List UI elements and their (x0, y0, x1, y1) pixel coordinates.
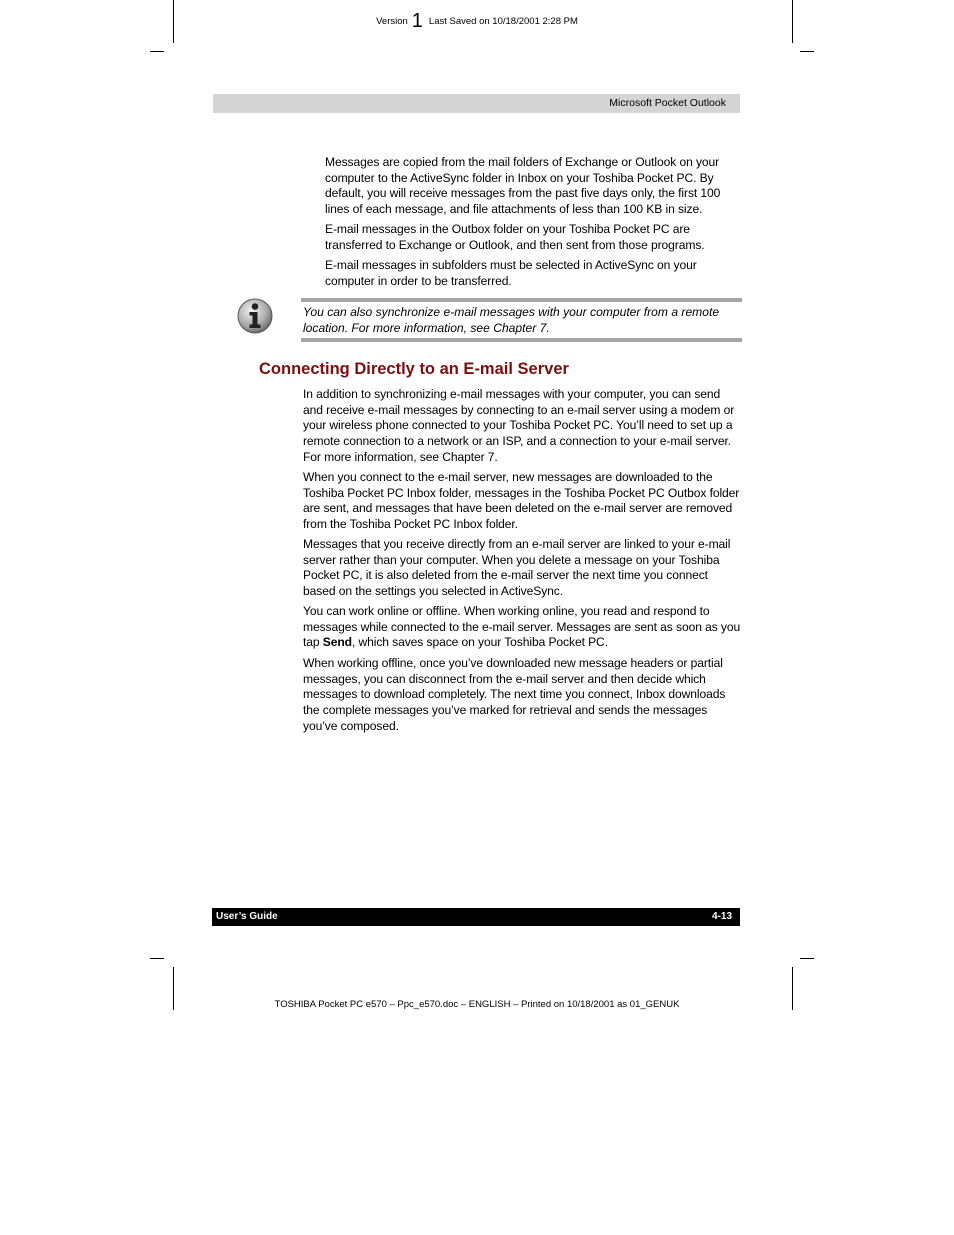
note-text: You can also synchronize e-mail messages with your computer from a remote location. For more information, see Chapter 7. (303, 305, 720, 335)
intro-paragraph: Messages are copied from the mail folders of Exchange or Outlook on your computer to the ActiveSync folder in Inbox on your Toshiba Pocket PC. By default, you will receive messages from the past five days only, the first 100 lines of each message, and file attachments of less than 100 KB in size. (325, 155, 721, 217)
footer-guide-title: User’s Guide (216, 911, 278, 922)
online-text-after: , which saves space on your Toshiba Pocket PC. (351, 635, 608, 650)
footer-bar (212, 908, 740, 926)
intro-paragraph: E-mail messages in subfolders must be selected in ActiveSync on your computer in order to be transferred. (325, 258, 697, 288)
print-info: TOSHIBA Pocket PC e570 – Ppc_e570.doc – ENGLISH – Printed on 10/18/2001 as 01_GENUK (274, 999, 680, 1010)
body-paragraph: When working offline, once you’ve downloaded new message headers or partial messages, you can disconnect from the e-mail server and then decide which messages to download completely. The next time you connect, Inbox downloads the complete messages you’ve marked for retrieval and sends the messages you’ve composed. (303, 656, 726, 733)
crop-mark (150, 51, 164, 52)
note-bottom-rule (301, 338, 742, 342)
crop-mark (800, 51, 814, 52)
header-section-title: Microsoft Pocket Outlook (609, 97, 726, 109)
running-header (213, 94, 740, 113)
crop-mark (150, 958, 164, 959)
version-label: Version (376, 16, 408, 27)
info-icon (236, 297, 274, 335)
last-saved: Last Saved on 10/18/2001 2:28 PM (428, 16, 578, 27)
body-paragraph: When you connect to the e-mail server, new messages are downloaded to the Toshiba Pocket PC Inbox folder, messages in the Toshiba Pocket PC Outbox folder are sent, and messages that have been deleted on the e-mail server are removed from the Toshiba Pocket PC Inbox folder. (303, 470, 740, 532)
page-number: 4-13 (711, 911, 732, 922)
send-keyword: Send (322, 635, 352, 650)
version-info (0, 10, 954, 33)
online-text-before: You can work online or offline. When working online, you read and respond to messages while connected to the e-mail server. Messages are sent as soon as you tap (303, 604, 741, 650)
intro-paragraph: E-mail messages in the Outbox folder on your Toshiba Pocket PC are transferred to Exchange or Outlook, and then sent from those programs. (325, 222, 705, 252)
body-paragraph (303, 604, 743, 651)
body-paragraph: In addition to synchronizing e-mail messages with your computer, you can send and receive e-mail messages by connecting to an e-mail server using a modem or your wireless phone connected to your Toshiba Pocket PC. You’ll need to set up a remote connection to a network or an ISP, and a connection to your e-mail server. For more information, see Chapter 7. (303, 387, 735, 464)
note-top-rule (301, 298, 742, 302)
crop-mark (800, 958, 814, 959)
body-paragraph: Messages that you receive directly from an e-mail server are linked to your e-mail server rather than your computer. When you delete a message on your Toshiba Pocket PC, it is also deleted from the e-mail server the next time you connect based on the settings you selected in ActiveSync. (303, 537, 731, 599)
version-number: 1 (411, 10, 423, 32)
section-heading: Connecting Directly to an E-mail Server (259, 360, 569, 378)
